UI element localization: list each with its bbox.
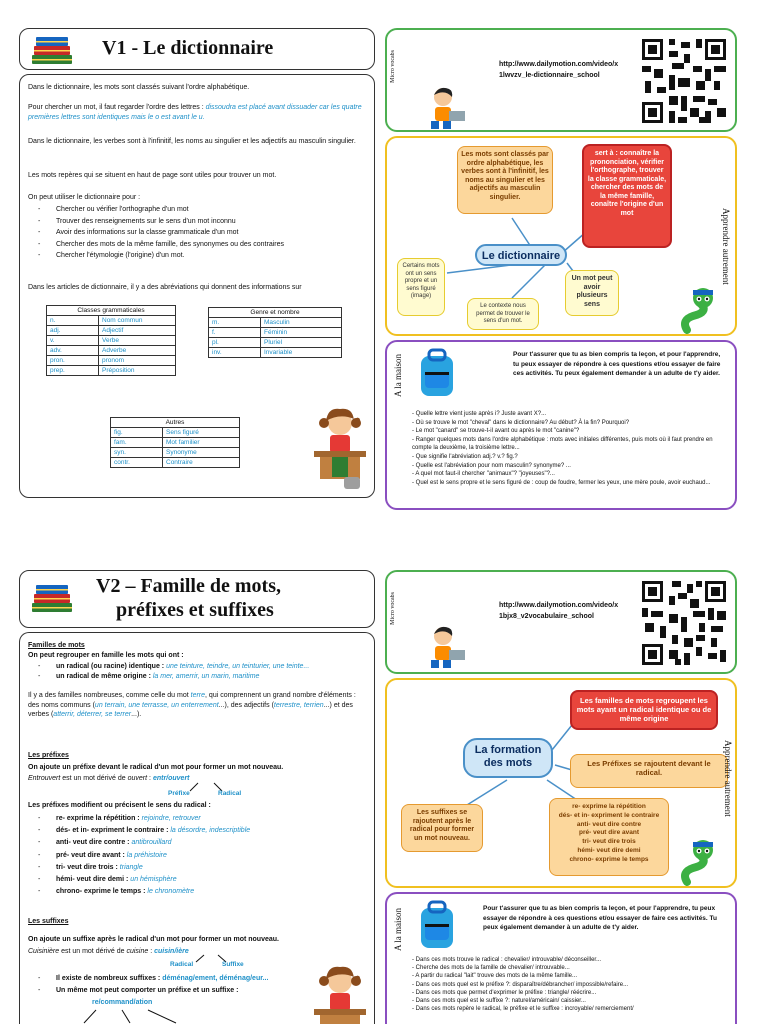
- v1-maison-label: A la maison: [393, 354, 403, 397]
- list-item: - tri- veut dire trois : triangle: [28, 862, 366, 874]
- list-item: - Dans ces mots trouve le radical : chevalier/ introuvable/ déconseiller...: [412, 957, 602, 963]
- v2-section-prefixes: Les préfixes: [28, 752, 69, 759]
- mindmap-node-prefix-meanings: re- exprime la répétition dés- et in- expriment le contraire anti- veut dire contre pré- veut dire avant tri- veut dire trois hémi- veut dire demi chrono- exprime le temps: [549, 798, 669, 876]
- list-item: - Que signifie l'abréviation adj.? v.? fig.?: [412, 453, 518, 460]
- v2-section-familles: Familles de mots: [28, 642, 85, 649]
- table-row: adv. Adverbe: [47, 346, 176, 356]
- list-item: - anti- veut dire contre : antibrouillard: [28, 837, 366, 849]
- table-row: prep. Préposition: [47, 366, 176, 376]
- v2-title-line2: préfixes et suffixes: [116, 599, 274, 621]
- v2-video-link[interactable]: http://www.dailymotion.com/video/x1bjx8_v2vocabulaire_school: [499, 602, 619, 620]
- mindmap-center-formation: La formation des mots: [463, 738, 553, 778]
- list-item: - Il existe de nombreux suffixes : déménag/ement, déménag/eur...: [28, 973, 366, 985]
- v1-p3: Dans le dictionnaire, les verbes sont à l'infinitif, les noms au singulier et les adjectifs au masculin singulier.: [28, 138, 356, 145]
- v2-video-box: [385, 570, 737, 674]
- table-row: fig. Sens figuré: [111, 428, 240, 438]
- mindmap-node-plusieurs-sens: Un mot peut avoir plusieurs sens: [565, 270, 619, 316]
- table-row: m. Masculin: [209, 318, 342, 328]
- table-row: syn. Synonyme: [111, 448, 240, 458]
- list-item: - Chercher ou vérifier l'orthographe d'un mot: [28, 205, 366, 215]
- mindmap-node-prefixes: Les Préfixes se rajoutent devant le radical.: [570, 754, 728, 788]
- v2-mindmap-box: [385, 678, 737, 888]
- list-item: - Ranger quelques mots dans l'ordre alphabétique : mots avec initiales différentes, puis mots où il faut prendre en compte la deuxième, la troisième lettre...: [412, 436, 713, 452]
- v2-su2: Cuisinière est un mot dérivé de cuisine : cuisin/ière: [28, 948, 189, 955]
- v1-p6: Dans les articles de dictionnaire, il y a des abréviations qui donnent des informations sur: [28, 284, 302, 291]
- v2-questions: [412, 956, 727, 1013]
- list-item: - Chercher l'étymologie (l'origine) d'un mot.: [28, 251, 366, 261]
- v2-f2: Il y a des familles nombreuses, comme celle du mot terre, qui comprennent un grand nombre d'éléments : des noms communs (un terrain, une terrasse, un enterrement...), des adjectifs (terrestre, terrien...) et des verbes (atterrir, déterrer, se terrer...).: [28, 692, 356, 719]
- list-item: - A quel mot faut-il chercher "animaux"? "joyeuses"?...: [412, 471, 555, 478]
- list-item: - un radical de même origine : la mer, amerrir, un marin, maritime: [28, 672, 366, 682]
- books-icon: [28, 581, 76, 615]
- mindmap-node-uses: sert à : connaître la prononciation, vérifier l'orthographe, trouver la classe grammaticale, chercher des mots de la même famille, conaître l'origine d'un mot: [582, 144, 672, 248]
- boy-laptop-illustration: [425, 85, 469, 131]
- mindmap-node-suffixes: Les suffixes se rajoutent après le radical pour former un mot nouveau.: [401, 804, 483, 852]
- list-item: - Avoir des informations sur la classe grammaticale d'un mot: [28, 228, 366, 238]
- prefix-label: Préfixe: [168, 790, 190, 797]
- snake-illustration: [679, 836, 723, 886]
- list-item: - Cherche des mots de la famille de chevalier/ introuvable...: [412, 965, 570, 972]
- student-desk-illustration: [310, 405, 370, 493]
- mindmap-node-familles: Les familles de mots regroupent les mots ayant un radical identique ou de même origine: [570, 690, 718, 730]
- v2-lesson-box: [19, 632, 375, 1024]
- student-desk-illustration: [310, 963, 370, 1024]
- table-row: contr. Contraire: [111, 458, 240, 468]
- v2-apprendre-label: Apprendre autrement: [723, 740, 733, 817]
- v1-p1: Dans le dictionnaire, les mots sont classés suivant l'ordre alphabétique.: [28, 84, 250, 91]
- v2-pr1: On ajoute un préfixe devant le radical d'un mot pour former un mot nouveau.: [28, 764, 284, 771]
- table-row: pl. Pluriel: [209, 338, 342, 348]
- v2-title-line1: V2 – Famille de mots,: [96, 575, 281, 597]
- mindmap-center-dictionnaire: Le dictionnaire: [475, 244, 567, 266]
- table-autres: Autres fig. Sens figuré fam. Mot familier syn. Synonyme contr. Contraire: [110, 417, 240, 468]
- v1-side-label: Micro vocabs: [390, 50, 396, 83]
- radical-label-2: Radical: [170, 961, 194, 968]
- v1-uses-list: [28, 205, 366, 261]
- v1-maison-intro: Pour t'assurer que tu as bien compris ta leçon, et pour l'apprendre, tu peux essayer de répondre à ces questions et/ou essayer de faire ces activités. Tu peux également demander à un adulte de t'y aider.: [513, 351, 721, 377]
- list-item: - Dans ces mots quel est le suffixe ?: naturel/américain/ caissier...: [412, 998, 586, 1005]
- table-row: f. Féminin: [209, 328, 342, 338]
- snake-illustration: [679, 284, 723, 334]
- v1-questions: [412, 410, 727, 487]
- v2-familles-list: [28, 662, 366, 681]
- table-row: inv. Invariable: [209, 348, 342, 358]
- backpack-icon: [415, 348, 459, 398]
- table-row: pron. pronom: [47, 356, 176, 366]
- v2-prefixes-list: [28, 813, 366, 898]
- table-genre: Genre et nombre m. Masculin f. Féminin pl. Pluriel inv. Invariable: [208, 307, 342, 358]
- list-item: - hémi- veut dire demi : un hémisphère: [28, 874, 366, 886]
- v1-p4: Les mots repères qui se situent en haut de page sont utiles pour trouver un mot.: [28, 172, 277, 179]
- table-row: adj. Adjectif: [47, 326, 176, 336]
- books-icon: [28, 33, 76, 67]
- list-item: - Chercher des mots de la même famille, des synonymes ou des contraires: [28, 240, 366, 250]
- v2-maison-label: A la maison: [393, 908, 403, 951]
- v1-lesson-box: [19, 74, 375, 498]
- table-row: fam. Mot familier: [111, 438, 240, 448]
- v2-side-label: Micro vocabs: [390, 592, 396, 625]
- qr-code-icon[interactable]: [639, 36, 729, 126]
- v2-title-box: [19, 570, 375, 628]
- list-item: - Quelle est l'abréviation pour nom masculin? synonyme? ...: [412, 462, 571, 469]
- v1-p5: On peut utiliser le dictionnaire pour :: [28, 194, 141, 201]
- list-item: - Quel est le sens propre et le sens figuré de : coup de foudre, fermer les yeux, une mère poule, avoir euchaud...: [412, 479, 711, 486]
- suffixe-label: Suffixe: [222, 961, 244, 968]
- backpack-icon: [415, 900, 459, 950]
- v1-video-box: [385, 28, 737, 132]
- v2-pr2: Entrouvert est un mot dérivé de ouvert : entr/ouvert: [28, 775, 190, 782]
- list-item: - Un même mot peut comporter un préfixe et un suffixe :: [28, 985, 366, 997]
- v2-f1: On peut regrouper en famille les mots qui ont :: [28, 652, 184, 659]
- table-row: n. Nom commun: [47, 316, 176, 326]
- list-item: - Où se trouve le mot "cheval" dans le dictionnaire? Au début? À la fin? Pourquoi?: [412, 419, 630, 426]
- list-item: - Quelle lettre vient juste après i? Juste avant X?...: [412, 411, 547, 417]
- mindmap-node-rules: Les mots sont classés par ordre alphabétique, les verbes sont à l'infinitif, les noms au singulier et les adjectifs au masculin singulier.: [457, 146, 553, 214]
- v2-su1: On ajoute un suffixe après le radical d'un mot pour former un mot nouveau.: [28, 936, 279, 943]
- v1-title: V1 - Le dictionnaire: [102, 37, 274, 59]
- v2-maison-box: [385, 892, 737, 1024]
- v1-video-link[interactable]: http://www.dailymotion.com/video/x1lwvzv_le-dictionnaire_school: [499, 61, 619, 79]
- qr-code-icon[interactable]: [639, 578, 729, 668]
- list-item: - Dans ces mots que permet d'exprimer le préfixe : triangle/ réécrire...: [412, 989, 597, 996]
- mindmap-node-sens-figure: Certains mots ont un sens propre et un sens figuré (image): [397, 258, 445, 316]
- list-item: - chrono- exprime le temps : le chronomètre: [28, 886, 366, 898]
- v2-pr3: Les préfixes modifient ou précisent le sens du radical :: [28, 802, 211, 809]
- v1-apprendre-label: Apprendre autrement: [721, 208, 731, 285]
- list-item: - Trouver des renseignements sur le sens d'un mot inconnu: [28, 217, 366, 227]
- v1-title-box: [19, 28, 375, 70]
- list-item: - Dans ces mots repère le radical, le préfixe et le suffixe : incroyable/ remerciement/: [412, 1006, 634, 1013]
- v1-maison-box: [385, 340, 737, 510]
- v2-section-suffixes: Les suffixes: [28, 918, 69, 925]
- v2-maison-intro: Pour t'assurer que tu as bien compris ta leçon, et pour l'apprendre, tu peux essayer de répondre à ces questions et/ou essayer de faire ces activités. Tu peux également demander à un adulte de t'y aider.: [483, 905, 717, 931]
- v1-p2: Pour chercher un mot, il faut regarder l'ordre des lettres : dissoudra est placé avant dissuader car les quatre premières lettres sont identiques mais le o est avant le u.: [28, 104, 362, 121]
- mindmap-node-contexte: Le contexte nous permet de trouver le sens d'un mot.: [467, 298, 539, 330]
- list-item: - Dans ces mots quel est le préfixe ?: disparaître/débrancher/ impossible/refaire...: [412, 981, 629, 988]
- list-item: - re- exprime la répétition : rejoindre, retrouver: [28, 813, 366, 825]
- list-item: - dés- et in- expriment le contraire : la désordre, indescriptible: [28, 825, 366, 837]
- list-item: - A partir du radical "lait" trouve des mots de la même famille...: [412, 973, 577, 980]
- list-item: - un radical (ou racine) identique : une teinture, teindre, un teinturier, une teinte...: [28, 662, 366, 672]
- v1-mindmap-box: [385, 136, 737, 336]
- list-item: - pré- veut dire avant : la préhistoire: [28, 850, 366, 862]
- boy-laptop-illustration: [425, 624, 469, 670]
- radical-label: Radical: [218, 790, 242, 797]
- list-item: - Le mot "canard" se trouve-t-il avant ou après le mot "canine"?: [412, 428, 580, 435]
- table-classes: Classes grammaticales n. Nom commun adj. Adjectif v. Verbe adv. Adverbe pron. pronom prep. Préposition: [46, 305, 176, 376]
- example-arrows: [60, 1009, 190, 1024]
- v2-su-example: re/command/ation: [92, 999, 153, 1006]
- table-row: v. Verbe: [47, 336, 176, 346]
